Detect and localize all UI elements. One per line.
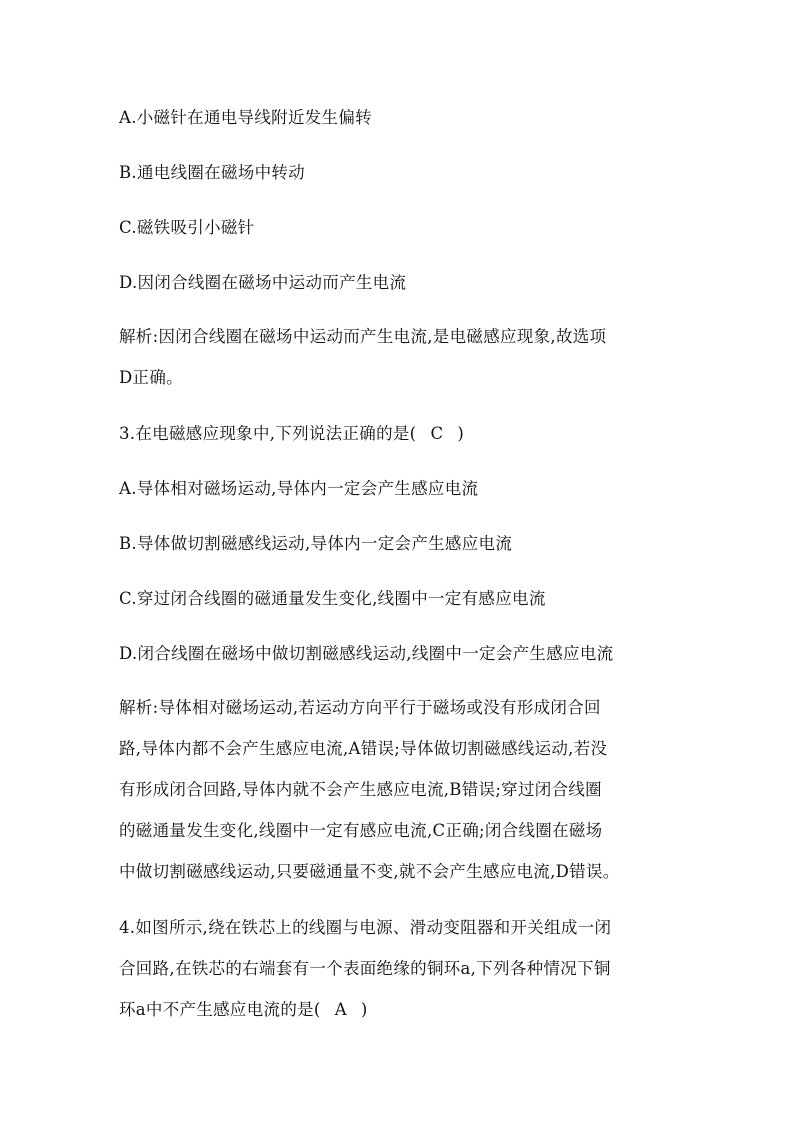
- q3-stem-suffix: ): [457, 424, 465, 443]
- q4-stem-line-1: 4.如图所示,绕在铁芯上的线圈与电源、滑动变阻器和开关组成一闭: [119, 918, 612, 937]
- q3-analysis-line-2: 路,导体内都不会产生感应电流,A错误;导体做切割磁感线运动,若没: [119, 739, 608, 758]
- q2-option-d: D.因闭合线圈在磁场中运动而产生电流: [119, 273, 407, 292]
- q2-analysis-line-2: D正确。: [119, 368, 183, 387]
- q3-analysis-line-5: 中做切割磁感线运动,只要磁通量不变,就不会产生感应电流,D错误。: [119, 862, 620, 881]
- q4-stem-line-2: 合回路,在铁芯的右端套有一个表面绝缘的铜环a,下列各种情况下铜: [119, 959, 611, 978]
- q4-answer: A: [334, 1000, 347, 1019]
- q3-analysis-line-4: 的磁通量发生变化,线圈中一定有感应电流,C正确;闭合线圈在磁场: [119, 821, 603, 840]
- q3-answer: C: [430, 424, 444, 443]
- q3-analysis-line-3: 有形成闭合回路,导体内就不会产生感应电流,B错误;穿过闭合线圈: [119, 780, 602, 799]
- q4-stem-prefix: 环a中不产生感应电流的是(: [119, 1000, 321, 1019]
- q4-stem-line-3: [119, 1000, 679, 1020]
- q2-option-c: C.磁铁吸引小磁针: [119, 218, 255, 237]
- q3-option-b: B.导体做切割磁感线运动,导体内一定会产生感应电流: [119, 534, 513, 553]
- q3-stem: [119, 424, 679, 444]
- q4-stem-suffix: ): [360, 1000, 368, 1019]
- q3-option-c: C.穿过闭合线圈的磁通量发生变化,线圈中一定有感应电流: [119, 589, 546, 608]
- q3-stem-prefix: 3.在电磁感应现象中,下列说法正确的是(: [119, 424, 417, 443]
- q2-option-b: B.通电线圈在磁场中转动: [119, 163, 305, 182]
- q2-analysis-line-1: 解析:因闭合线圈在磁场中运动而产生电流,是电磁感应现象,故选项: [119, 327, 607, 346]
- q3-option-d: D.闭合线圈在磁场中做切割磁感线运动,线圈中一定会产生感应电流: [119, 644, 614, 663]
- q3-option-a: A.导体相对磁场运动,导体内一定会产生感应电流: [119, 479, 479, 498]
- q3-analysis-line-1: 解析:导体相对磁场运动,若运动方向平行于磁场或没有形成闭合回: [119, 698, 601, 717]
- q2-option-a: A.小磁针在通电导线附近发生偏转: [119, 108, 372, 127]
